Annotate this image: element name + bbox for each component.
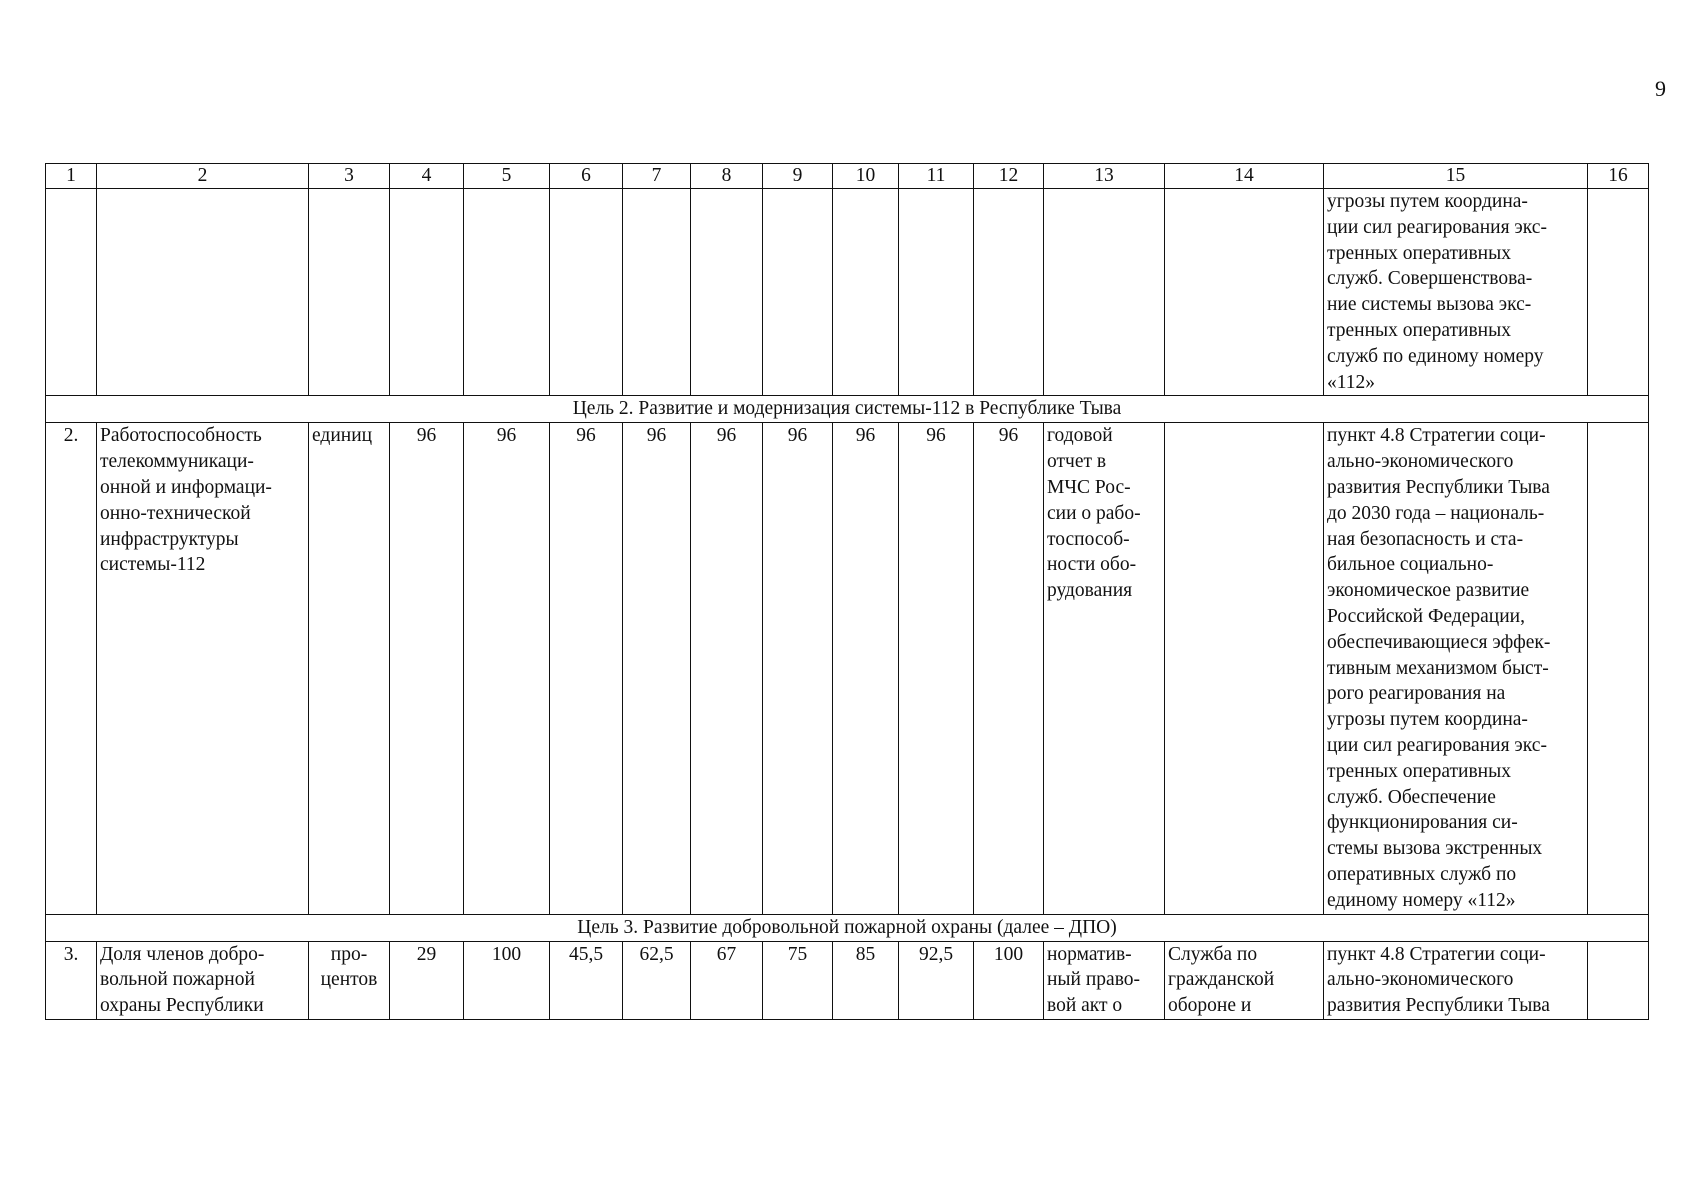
value-cell: 100 <box>974 941 1044 1019</box>
column-number: 10 <box>833 164 899 189</box>
value-cell: 96 <box>550 423 623 914</box>
table-cell <box>1044 189 1165 396</box>
table-cell <box>833 189 899 396</box>
table-cell <box>899 189 974 396</box>
table-cell <box>309 189 390 396</box>
indicator-name: Работоспособность телекоммуникаци- онной и информаци- онно-технической инфраструктуры системы-112 <box>100 425 272 576</box>
table-cell <box>550 189 623 396</box>
value-cell: 96 <box>390 423 464 914</box>
basis-text: пункт 4.8 Стратегии соци- ально-экономического развития Республики Тыва до 2030 года – националь- ная безопасность и ста- бильное социально- экономическое развитие Российской Федерации, обеспечивающиеся эффек- тивным механизмом быст- рого реагирования на угрозы путем координа- ции сил реагирования экс- тренных оперативных служб. Обеспечение функционирования си- стемы вызова экстренных оперативных служб по единому номеру «112» <box>1327 425 1551 911</box>
value-cell: 45,5 <box>550 941 623 1019</box>
column-number: 12 <box>974 164 1044 189</box>
source-cell <box>1044 423 1165 914</box>
source-text: годовой отчет в МЧС Рос- сии о рабо- тоспособ- ности обо- рудования <box>1047 425 1141 602</box>
responsible-cell <box>1165 423 1324 914</box>
value-cell: 62,5 <box>623 941 691 1019</box>
column-number: 8 <box>691 164 763 189</box>
responsible-cell <box>1165 941 1324 1019</box>
table-cell <box>974 189 1044 396</box>
column-number-row <box>46 164 1649 189</box>
table-cell <box>1165 189 1324 396</box>
goal-row <box>46 914 1649 941</box>
table-cell <box>1588 189 1649 396</box>
column-number: 14 <box>1165 164 1324 189</box>
goal-row <box>46 396 1649 423</box>
table-cell <box>97 189 309 396</box>
basis-cell <box>1324 941 1588 1019</box>
value-cell: 96 <box>464 423 550 914</box>
column-number: 4 <box>390 164 464 189</box>
value-cell: 85 <box>833 941 899 1019</box>
column-number: 5 <box>464 164 550 189</box>
value-cell: 96 <box>763 423 833 914</box>
indicator-name: Доля членов добро- вольной пожарной охраны Республики <box>100 943 265 1017</box>
table-row-continuation <box>46 189 1649 396</box>
column-number: 9 <box>763 164 833 189</box>
table-cell <box>691 189 763 396</box>
table-cell <box>1588 423 1649 914</box>
column-number: 13 <box>1044 164 1165 189</box>
value-cell: 92,5 <box>899 941 974 1019</box>
column-number: 3 <box>309 164 390 189</box>
source-cell <box>1044 941 1165 1019</box>
responsible-text: Служба по гражданской обороне и <box>1168 943 1275 1017</box>
table-cell <box>623 189 691 396</box>
column-number: 6 <box>550 164 623 189</box>
value-cell: 100 <box>464 941 550 1019</box>
table-row-2 <box>46 423 1649 914</box>
value-cell: 29 <box>390 941 464 1019</box>
column-number: 7 <box>623 164 691 189</box>
table-cell <box>1588 941 1649 1019</box>
row-number: 3. <box>46 941 97 1019</box>
source-text: норматив- ный право- вой акт о <box>1047 943 1141 1017</box>
column-number: 2 <box>97 164 309 189</box>
column-number: 1 <box>46 164 97 189</box>
unit-text: про- центов <box>320 943 378 991</box>
table-cell <box>46 189 97 396</box>
basis-text: пункт 4.8 Стратегии соци- ально-экономического развития Республики Тыва <box>1327 943 1550 1017</box>
basis-text: угрозы путем координа- ции сил реагирования экс- тренных оперативных служб. Совершенствова- ние системы вызова экс- тренных оперативных служб по единому номеру «112» <box>1327 191 1547 393</box>
column-number: 15 <box>1324 164 1588 189</box>
column-number: 11 <box>899 164 974 189</box>
indicator-name-cell <box>97 423 309 914</box>
table-cell <box>390 189 464 396</box>
value-cell: 67 <box>691 941 763 1019</box>
table-row-3 <box>46 941 1649 1019</box>
indicators-table <box>45 163 1649 1020</box>
column-number: 16 <box>1588 164 1649 189</box>
unit-cell: единиц <box>309 423 390 914</box>
value-cell: 75 <box>763 941 833 1019</box>
basis-cell <box>1324 189 1588 396</box>
value-cell: 96 <box>691 423 763 914</box>
value-cell: 96 <box>623 423 691 914</box>
value-cell: 96 <box>974 423 1044 914</box>
unit-cell <box>309 941 390 1019</box>
row-number: 2. <box>46 423 97 914</box>
page-number: 9 <box>1655 76 1666 101</box>
table-cell <box>464 189 550 396</box>
value-cell: 96 <box>833 423 899 914</box>
goal-2-heading: Цель 2. Развитие и модернизация системы-112 в Республике Тыва <box>46 396 1649 423</box>
goal-3-heading: Цель 3. Развитие добровольной пожарной охраны (далее – ДПО) <box>46 914 1649 941</box>
table-cell <box>763 189 833 396</box>
indicator-name-cell <box>97 941 309 1019</box>
basis-cell <box>1324 423 1588 914</box>
value-cell: 96 <box>899 423 974 914</box>
